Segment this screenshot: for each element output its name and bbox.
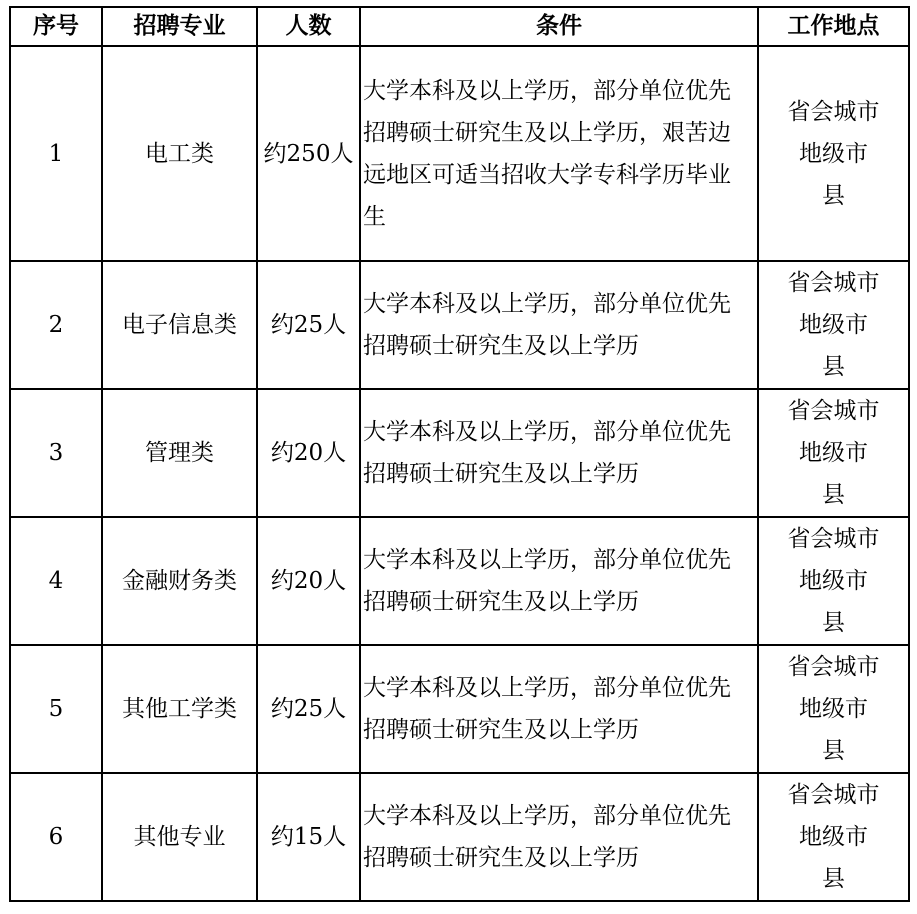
location-line: 地级市 xyxy=(799,568,868,594)
cell-location xyxy=(758,46,909,261)
table-row xyxy=(10,261,909,389)
location-line: 地级市 xyxy=(799,824,868,850)
header-major: 招聘专业 xyxy=(102,7,257,46)
condition-text: 大学本科及以上学历，部分单位优先招聘硕士研究生及以上学历，艰苦边远地区可适当招收大学专科学历毕业生 xyxy=(363,77,731,230)
location-line: 地级市 xyxy=(799,312,868,338)
header-location: 工作地点 xyxy=(758,7,909,46)
table-header-row xyxy=(10,7,909,46)
cell-count: 约250人 xyxy=(257,46,360,261)
location-line: 省会城市 xyxy=(787,98,880,125)
cell-condition xyxy=(360,645,758,773)
cell-location xyxy=(758,261,909,389)
location-line: 省会城市 xyxy=(787,398,880,424)
cell-seq: 6 xyxy=(10,773,102,901)
cell-count: 约25人 xyxy=(257,261,360,389)
cell-condition xyxy=(360,517,758,645)
cell-condition xyxy=(360,46,758,261)
location-line: 省会城市 xyxy=(787,526,880,552)
location-line: 县 xyxy=(822,738,845,764)
cell-count: 约25人 xyxy=(257,645,360,773)
cell-location xyxy=(758,645,909,773)
header-count: 人数 xyxy=(257,7,360,46)
cell-count: 约15人 xyxy=(257,773,360,901)
location-line: 县 xyxy=(822,182,845,209)
cell-location xyxy=(758,517,909,645)
cell-seq: 2 xyxy=(10,261,102,389)
header-condition: 条件 xyxy=(360,7,758,46)
condition-text: 大学本科及以上学历，部分单位优先招聘硕士研究生及以上学历 xyxy=(363,675,731,743)
cell-major: 其他专业 xyxy=(102,773,257,901)
location-line: 县 xyxy=(822,866,845,892)
location-line: 省会城市 xyxy=(787,782,880,808)
cell-major: 电工类 xyxy=(102,46,257,261)
cell-major: 其他工学类 xyxy=(102,645,257,773)
table-row xyxy=(10,389,909,517)
table-row xyxy=(10,645,909,773)
cell-seq: 4 xyxy=(10,517,102,645)
cell-condition xyxy=(360,389,758,517)
location-line: 县 xyxy=(822,482,845,508)
location-line: 地级市 xyxy=(799,140,868,167)
cell-location xyxy=(758,773,909,901)
location-line: 地级市 xyxy=(799,440,868,466)
cell-count: 约20人 xyxy=(257,389,360,517)
recruitment-table xyxy=(9,6,910,902)
location-line: 地级市 xyxy=(799,696,868,722)
cell-location xyxy=(758,389,909,517)
cell-seq: 5 xyxy=(10,645,102,773)
location-line: 县 xyxy=(822,610,845,636)
location-line: 省会城市 xyxy=(787,654,880,680)
cell-seq: 3 xyxy=(10,389,102,517)
cell-condition xyxy=(360,773,758,901)
table-row xyxy=(10,517,909,645)
header-seq: 序号 xyxy=(10,7,102,46)
condition-text: 大学本科及以上学历，部分单位优先招聘硕士研究生及以上学历 xyxy=(363,291,731,359)
cell-major: 管理类 xyxy=(102,389,257,517)
condition-text: 大学本科及以上学历，部分单位优先招聘硕士研究生及以上学历 xyxy=(363,547,731,615)
condition-text: 大学本科及以上学历，部分单位优先招聘硕士研究生及以上学历 xyxy=(363,803,731,871)
location-line: 县 xyxy=(822,354,845,380)
cell-condition xyxy=(360,261,758,389)
cell-seq: 1 xyxy=(10,46,102,261)
table-row xyxy=(10,773,909,901)
location-line: 省会城市 xyxy=(787,270,880,296)
cell-count: 约20人 xyxy=(257,517,360,645)
cell-major: 电子信息类 xyxy=(102,261,257,389)
condition-text: 大学本科及以上学历，部分单位优先招聘硕士研究生及以上学历 xyxy=(363,419,731,487)
table-row xyxy=(10,46,909,261)
cell-major: 金融财务类 xyxy=(102,517,257,645)
